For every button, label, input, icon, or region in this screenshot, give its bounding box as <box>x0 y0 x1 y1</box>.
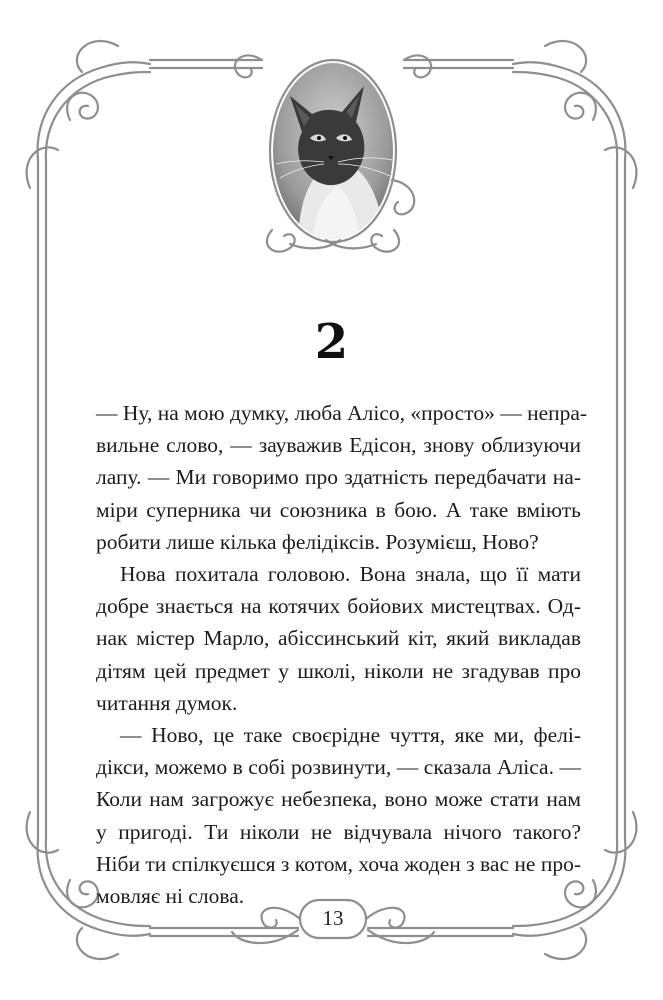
text-line: у пригоді. Ти ніколи не відчувала нічого такого? <box>96 819 581 844</box>
chapter-number: 2 <box>314 314 349 370</box>
text-line: — Ново, це таке своєрідне чуття, яке ми, фелі- <box>120 723 581 748</box>
text-line: дітям цей предмет у школі, ніколи не згадував про <box>96 658 581 683</box>
page-number: 13 <box>322 906 344 930</box>
text-line: вильне слово, — зауважив Едісон, знову облизуючи <box>96 433 581 458</box>
cat-portrait-image <box>268 56 398 246</box>
text-line: Нова похитала головою. Вона знала, що її мати <box>120 562 581 587</box>
chapter-body-text <box>96 397 588 912</box>
text-line: Ніби ти спілкуєшся з котом, хоча жоден з вас не про- <box>96 851 581 876</box>
paragraph-1 <box>96 397 588 558</box>
text-line: робити лише кілька фелідіксів. Розумієш, Ново? <box>96 529 539 554</box>
text-line: — Ну, на мою думку, люба Алісо, «просто» — непра- <box>96 401 588 425</box>
text-line: читання думок. <box>96 690 238 715</box>
text-line: Коли нам загрожує небезпека, воно може стати нам <box>96 787 581 812</box>
paragraph-3 <box>96 719 581 912</box>
paragraph-2 <box>96 558 581 719</box>
text-line: нак містер Марло, абіссинський кіт, який викладав <box>96 626 581 651</box>
text-line: добре знається на котячих бойових мистецтвах. Од- <box>96 594 581 619</box>
text-line: дікси, можемо в собі розвинути, — сказала Аліса. — <box>96 755 581 780</box>
text-line: мовляє ні слова. <box>96 884 245 909</box>
text-line: міри суперника чи союзника в бою. А таке вміють <box>96 497 581 522</box>
text-line: лапу. — Ми говоримо про здатність передбачати на- <box>96 465 581 490</box>
